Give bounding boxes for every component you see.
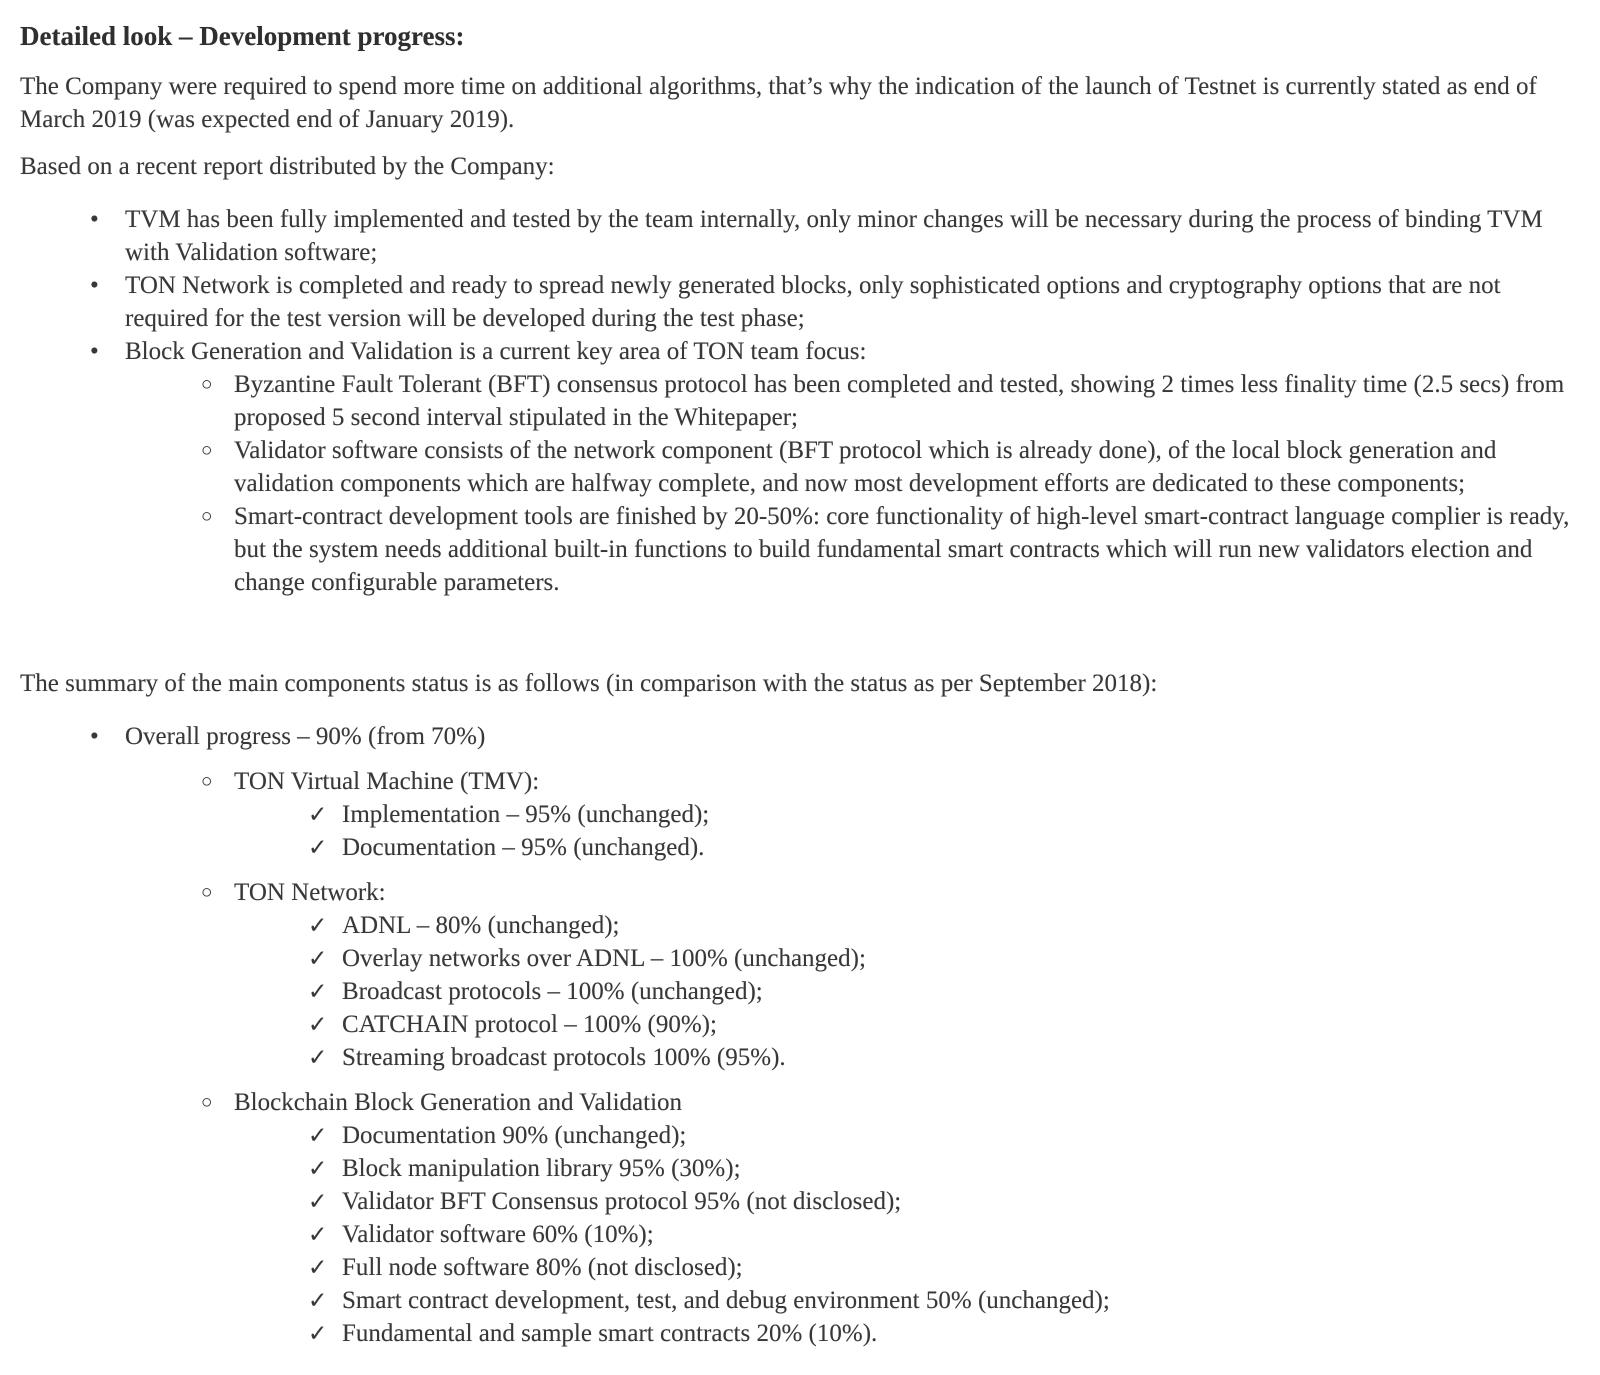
circle-bullet-icon: ○ (201, 374, 213, 395)
bullet-icon: • (90, 723, 99, 750)
page-title: Detailed look – Development progress: (20, 21, 465, 51)
circle-bullet-icon: ○ (201, 771, 213, 792)
overall-progress-text: Overall progress – 90% (from 70%) (125, 723, 486, 750)
component-group-ton-network (20, 876, 1574, 1074)
overall-progress-item (20, 720, 1574, 753)
check-item (20, 1317, 1574, 1350)
check-item-text: Broadcast protocols – 100% (unchanged); (342, 978, 763, 1005)
group-heading-row (20, 1086, 1574, 1119)
group-heading-row (20, 765, 1574, 798)
summary-lead-paragraph: The summary of the main components status is as follows (in comparison with the status as per September 2018): (20, 670, 1158, 697)
check-item-text: Block manipulation library 95% (30%); (342, 1155, 741, 1182)
sub-list-item (20, 500, 1574, 599)
check-item-text: Validator BFT Consensus protocol 95% (not disclosed); (342, 1188, 902, 1215)
circle-bullet-icon: ○ (201, 882, 213, 903)
circle-bullet-icon: ○ (201, 1092, 213, 1113)
sub-list-item (20, 368, 1574, 434)
group-heading-text: TON Virtual Machine (TMV): (234, 768, 540, 795)
check-item (20, 1041, 1574, 1074)
check-item-text: Implementation – 95% (unchanged); (342, 801, 710, 828)
check-item (20, 1218, 1574, 1251)
check-icon: ✓ (308, 1189, 328, 1214)
circle-bullet-icon: ○ (201, 506, 213, 527)
check-icon: ✓ (308, 1321, 328, 1346)
check-item (20, 831, 1574, 864)
check-item (20, 909, 1574, 942)
check-icon: ✓ (308, 946, 328, 971)
group-heading-row (20, 876, 1574, 909)
intro-paragraph: The Company were required to spend more time on additional algorithms, that’s why the indication of the launch of Testnet is currently stated as end of March 2019 (was expected end of January 2019). (20, 73, 1537, 133)
list-item-text: Block Generation and Validation is a current key area of TON team focus: (125, 338, 867, 365)
check-item-text: ADNL – 80% (unchanged); (342, 912, 620, 939)
list-item-text: TON Network is completed and ready to spread newly generated blocks, only sophisticated options and cryptography options that are not required for the test version will be developed during the test phase; (125, 272, 1501, 332)
sub-list-item-text: Byzantine Fault Tolerant (BFT) consensus protocol has been completed and tested, showing 2 times less finality time (2.5 secs) from proposed 5 second interval stipulated in the Whitepaper; (234, 371, 1565, 431)
check-item (20, 1008, 1574, 1041)
check-item (20, 1284, 1574, 1317)
check-icon: ✓ (308, 979, 328, 1004)
check-item-text: Smart contract development, test, and debug environment 50% (unchanged); (342, 1287, 1110, 1314)
check-item-text: Overlay networks over ADNL – 100% (unchanged); (342, 945, 866, 972)
component-group-tvm (20, 765, 1574, 864)
check-item (20, 1119, 1574, 1152)
group-heading-text: TON Network: (234, 879, 386, 906)
list-item (20, 335, 1574, 368)
check-icon: ✓ (308, 1255, 328, 1280)
check-item-text: CATCHAIN protocol – 100% (90%); (342, 1011, 717, 1038)
check-icon: ✓ (308, 913, 328, 938)
check-item (20, 1251, 1574, 1284)
sub-list-item (20, 434, 1574, 500)
check-icon: ✓ (308, 1288, 328, 1313)
check-item (20, 1185, 1574, 1218)
check-icon: ✓ (308, 1012, 328, 1037)
check-icon: ✓ (308, 835, 328, 860)
list-item (20, 203, 1574, 269)
check-item-text: Documentation 90% (unchanged); (342, 1122, 687, 1149)
report-lead-paragraph: Based on a recent report distributed by the Company: (20, 153, 555, 180)
check-item-text: Validator software 60% (10%); (342, 1221, 654, 1248)
bullet-icon: • (90, 272, 99, 299)
check-icon: ✓ (308, 802, 328, 827)
circle-bullet-icon: ○ (201, 440, 213, 461)
check-icon: ✓ (308, 1156, 328, 1181)
component-group-blockchain (20, 1086, 1574, 1350)
check-item-text: Fundamental and sample smart contracts 20% (10%). (342, 1320, 878, 1347)
check-icon: ✓ (308, 1123, 328, 1148)
check-icon: ✓ (308, 1045, 328, 1070)
list-item (20, 269, 1574, 335)
check-item (20, 798, 1574, 831)
sub-list-item-text: Validator software consists of the network component (BFT protocol which is already done), of the local block generation and validation components which are halfway complete, and now most development efforts are dedicated to these components; (234, 437, 1497, 497)
sub-list-item-text: Smart-contract development tools are finished by 20-50%: core functionality of high-level smart-contract language complier is ready, but the system needs additional built-in functions to build fundamental smart contracts which will run new validators election and change configurable parameters. (234, 503, 1570, 596)
group-heading-text: Blockchain Block Generation and Validation (234, 1089, 683, 1116)
bullet-icon: • (90, 206, 99, 233)
check-item (20, 975, 1574, 1008)
check-icon: ✓ (308, 1222, 328, 1247)
check-item (20, 1152, 1574, 1185)
check-item-text: Streaming broadcast protocols 100% (95%). (342, 1044, 786, 1071)
check-item-text: Full node software 80% (not disclosed); (342, 1254, 743, 1281)
list-item-text: TVM has been fully implemented and tested by the team internally, only minor changes will be necessary during the process of binding TVM with Validation software; (125, 206, 1543, 266)
check-item (20, 942, 1574, 975)
check-item-text: Documentation – 95% (unchanged). (342, 834, 705, 861)
bullet-icon: • (90, 338, 99, 365)
